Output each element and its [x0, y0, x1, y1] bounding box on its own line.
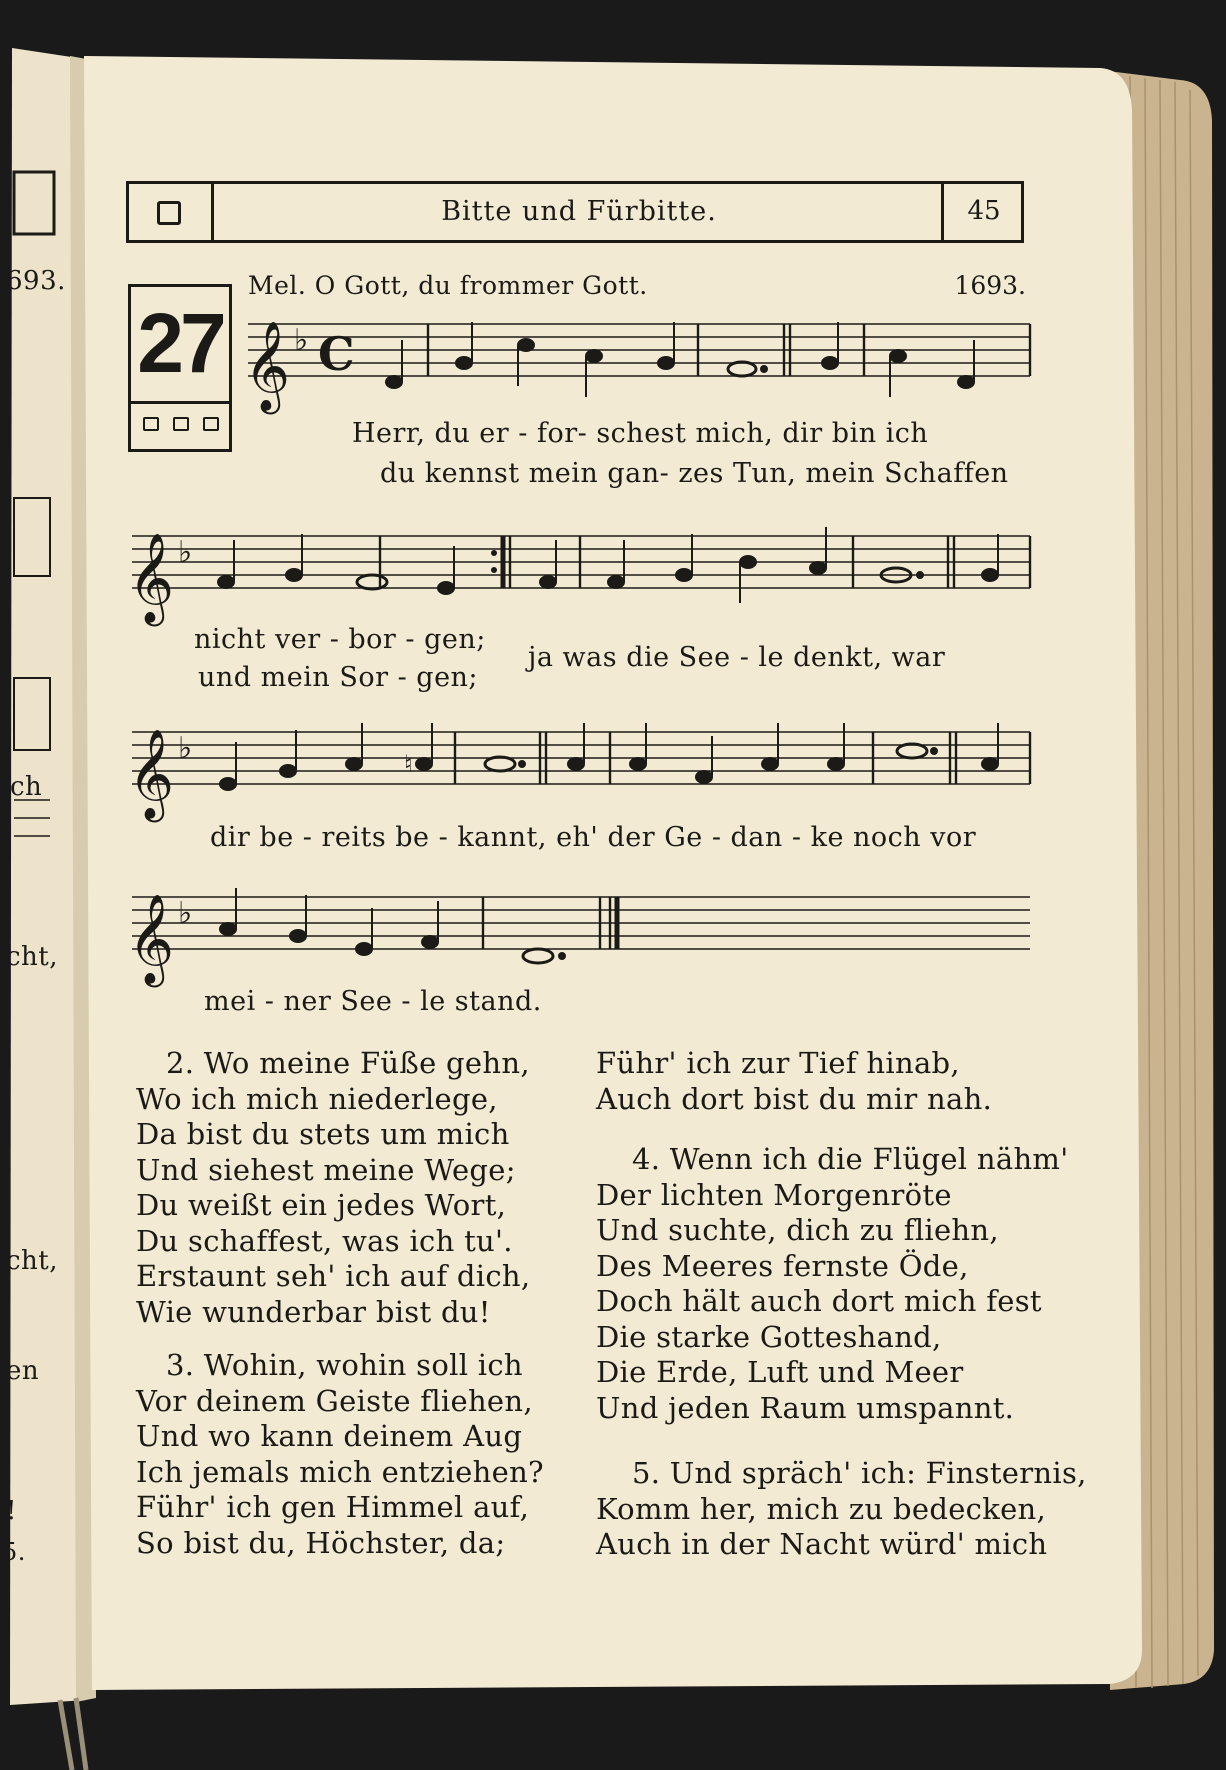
left-page-fragment: 5. [2, 1538, 26, 1566]
lyric-line-2c: ja was die See - le denkt, war [528, 642, 946, 673]
svg-text:𝄞: 𝄞 [244, 321, 291, 411]
lyric-line-2a: nicht ver - bor - gen; [194, 624, 486, 655]
staff-3 [132, 732, 1030, 784]
verse-3: 3. Wohin, wohin soll ich Vor deinem Geiste fliehen, Und wo kann deinem Aug Ich jemals mich entziehen? Führ' ich gen Himmel auf, So bist du, Höchster, da; [136, 1348, 544, 1560]
svg-text:♭: ♭ [178, 731, 193, 766]
verse-4: 4. Wenn ich die Flügel nähm' Der lichten Morgenröte Und suchte, dich zu fliehn, Des Meeres fernste Öde, Doch hält auch dort mich fest Die starke Gotteshand, Die Erde, Luft und Meer Und jeden Raum umspannt. [596, 1142, 1069, 1425]
left-page-fragment: ! [6, 1496, 17, 1526]
lyric-line-1b: du kennst mein gan- zes Tun, mein Schaffen [380, 458, 1009, 489]
svg-text:♮: ♮ [404, 750, 413, 778]
lyric-line-2b: und mein Sor - gen; [198, 662, 479, 693]
lyric-line-3: dir be - reits be - kannt, eh' der Ge - dan - ke noch vor [210, 822, 977, 853]
melody-reference: Mel. O Gott, du frommer Gott. [248, 271, 648, 300]
svg-text:♭: ♭ [178, 896, 193, 931]
lyric-line-1a: Herr, du er - for- schest mich, dir bin ich [352, 418, 929, 449]
page-number: 45 [967, 196, 1001, 226]
svg-text:C: C [318, 327, 355, 381]
left-page-fragment: cht, [6, 942, 59, 972]
left-page-fragment: cht, [6, 1246, 59, 1276]
left-page-fragment: ch [10, 772, 43, 802]
left-page-fragment: 693. [6, 266, 66, 296]
verse-5: 5. Und spräch' ich: Finsternis, Komm her, mich zu bedecken, Auch in der Nacht würd' mich [596, 1456, 1087, 1561]
page-title: Bitte und Fürbitte. [441, 196, 717, 227]
svg-text:𝄞: 𝄞 [128, 894, 175, 984]
svg-text:♭: ♭ [178, 535, 193, 570]
staff-4 [132, 897, 1030, 949]
hymn-number: 27 [137, 296, 223, 390]
staff-1 [248, 324, 1030, 376]
svg-text:𝄞: 𝄞 [128, 729, 175, 819]
hymn-year: 1693. [954, 271, 1026, 300]
verse-2: 2. Wo meine Füße gehn, Wo ich mich niederlege, Da bist du stets um mich Und siehest meine Wege; Du weißt ein jedes Wort, Du schaffest, was ich tu'. Erstaunt seh' ich auf dich, Wie wunderbar bist du! [136, 1046, 531, 1329]
lyric-line-4: mei - ner See - le stand. [204, 986, 542, 1017]
verse-3-continued: Führ' ich zur Tief hinab, Auch dort bist du mir nah. [596, 1046, 993, 1116]
svg-text:♭: ♭ [294, 323, 309, 358]
svg-text:𝄞: 𝄞 [128, 533, 175, 623]
left-page-fragment: en [6, 1356, 40, 1386]
